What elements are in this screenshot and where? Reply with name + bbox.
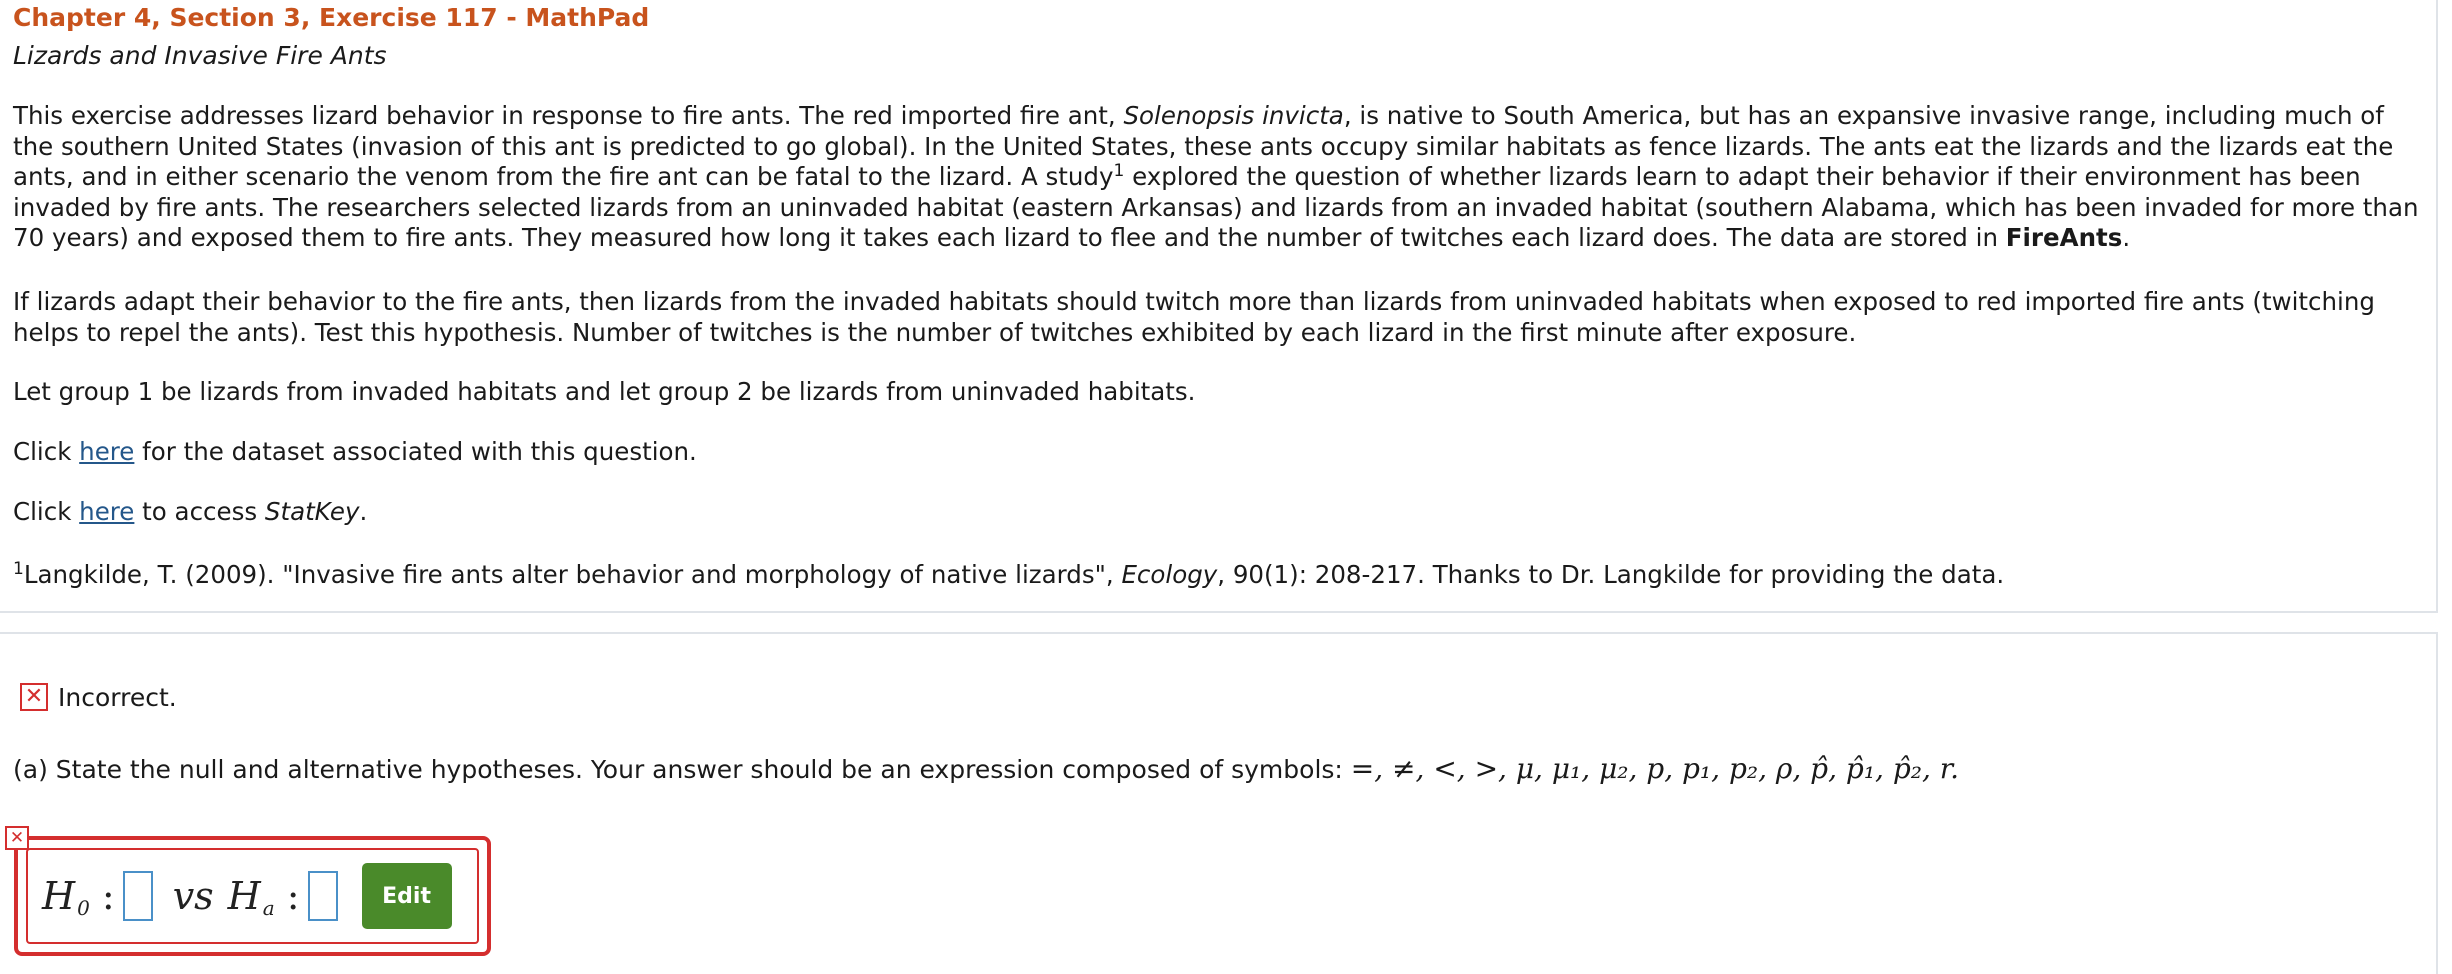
journal-name: Ecology [1121, 560, 1218, 589]
h0-subscript: 0 [77, 896, 90, 920]
status-label: Incorrect. [58, 682, 177, 712]
p4-text-a: Click [13, 437, 80, 466]
symbol-list: =, ≠, <, >, μ, μ₁, μ₂, p, p₁, p₂, ρ, p̂, p̂₁, p̂₂, r. [1350, 752, 1960, 785]
alternative-hypothesis-input[interactable] [308, 871, 338, 921]
statkey-name: StatKey [264, 497, 360, 526]
ha-subscript: a [262, 896, 275, 920]
ha-colon: : [286, 874, 300, 918]
fn-text-a: Langkilde, T. (2009). "Invasive fire ants alter behavior and morphology of native lizards", [23, 560, 1122, 589]
dataset-link-line [13, 437, 2428, 468]
footnote-ref: 1 [1113, 160, 1125, 181]
ha-letter: H [227, 874, 261, 918]
p4-text-b: for the dataset associated with this question. [134, 437, 697, 466]
p1-text-c: explored the question of whether lizards learn to adapt their behavior if their environment has been invaded by fire ants. The researchers selected lizards from an uninvaded habitat (eastern Arkansas) and lizards from an invaded habitat (southern Alabama, which has been invaded for more than 70 years) and exposed them to fire ants. They measured how long it takes each lizard to flee and the number of twitches each lizard does. The data are stored in [13, 162, 2419, 252]
p5-text-a: Click [13, 497, 80, 526]
problem-paragraph-3: Let group 1 be lizards from invaded habitats and let group 2 be lizards from uninvaded habitats. [13, 377, 1196, 406]
exercise-subtitle: Lizards and Invasive Fire Ants [13, 41, 387, 70]
footnote [13, 560, 2428, 591]
p1-text-a: This exercise addresses lizard behavior in response to fire ants. The red imported fire ant, [13, 101, 1124, 130]
problem-paragraph-1 [13, 101, 2428, 254]
answer-error-x-icon: ✕ [5, 826, 29, 850]
species-name: Solenopsis invicta [1123, 101, 1344, 130]
h0-letter: H [42, 874, 76, 918]
incorrect-x-icon: ✕ [20, 683, 48, 711]
h0-colon: : [101, 874, 115, 918]
hypothesis-expression [26, 848, 479, 944]
answer-box [14, 836, 491, 956]
p1-text-b: , is native to South America, but has an expansive invasive range, including much of the southern United States (invasion of this ant is predicted to go global). In the United States, these ants occupy similar habitats as fence lizards. The ants eat the lizards and the lizards eat the ants, and in either scenario the venom from the fire ant can be fatal to the lizard. A study [13, 101, 2394, 191]
null-hypothesis-input[interactable] [123, 871, 153, 921]
p1-end: . [2122, 223, 2131, 252]
dataset-name: FireAnts [2005, 223, 2123, 252]
fn-text-b: , 90(1): 208-217. Thanks to Dr. Langkilde for providing the data. [1217, 560, 2005, 589]
statkey-link[interactable]: here [79, 497, 135, 526]
statkey-link-line [13, 497, 2428, 528]
page-title: Chapter 4, Section 3, Exercise 117 - MathPad [13, 3, 650, 32]
p5-text-b: to access [134, 497, 265, 526]
question-a [13, 752, 1959, 787]
edit-button[interactable]: Edit [362, 863, 452, 929]
vs-text: vs [172, 874, 214, 918]
footnote-marker: 1 [13, 558, 24, 579]
question-text: (a) State the null and alternative hypotheses. Your answer should be an expression composed of symbols: [13, 755, 1351, 784]
dataset-link[interactable]: here [79, 437, 135, 466]
feedback-status [20, 680, 177, 714]
p5-end: . [359, 497, 368, 526]
problem-paragraph-2: If lizards adapt their behavior to the fire ants, then lizards from the invaded habitats should twitch more than lizards from uninvaded habitats when exposed to red imported fire ants (twitching helps to repel the ants). Test this hypothesis. Number of twitches is the number of twitches exhibited by each lizard in the first minute after exposure. [13, 287, 2375, 347]
